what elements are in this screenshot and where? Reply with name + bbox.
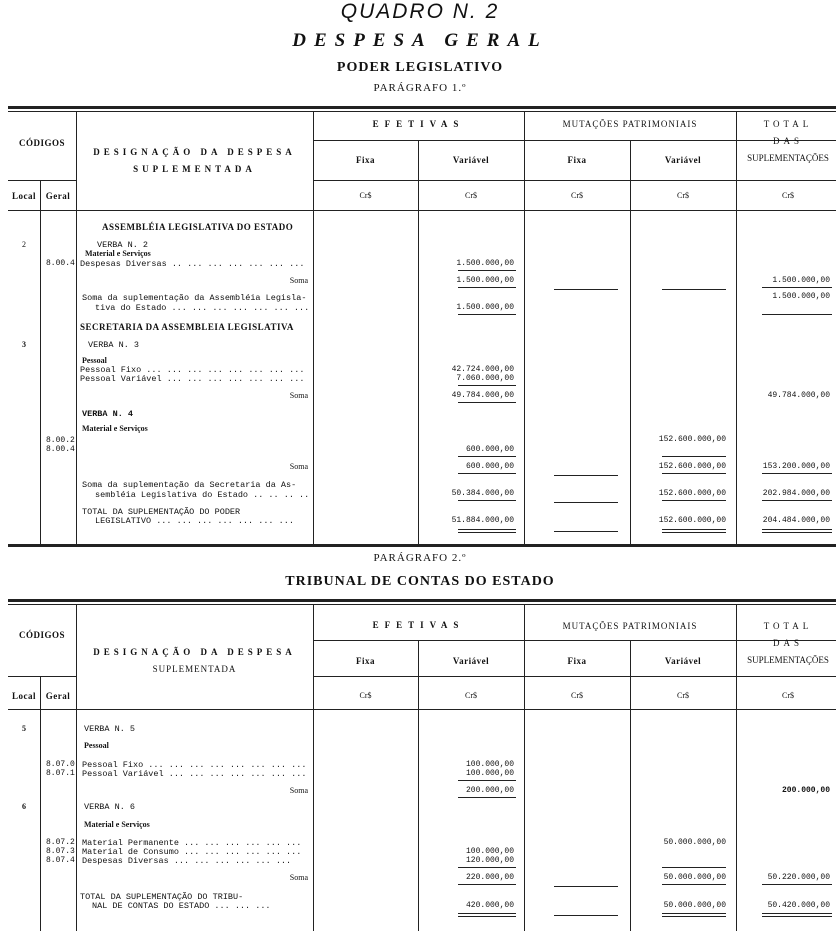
variavel-header: Variável: [452, 155, 490, 165]
efetivas-header: EFETIVAS: [372, 620, 465, 630]
value-mut-variavel: 50.000.000,00: [663, 873, 726, 882]
total-poder-desc: LEGISLATIVO ... ... ... ... ... ... ...: [95, 516, 294, 526]
secretaria-heading: SECRETARIA DA ASSEMBLEIA LEGISLATIVA: [80, 322, 294, 332]
cr-mut-variavel: Cr$: [677, 691, 689, 700]
soma-sec-desc: Soma da suplementação da Secretaria da As-: [82, 480, 297, 490]
value-mut-variavel: 152.600.000,00: [658, 516, 726, 525]
verba-label: VERBA N. 5: [84, 724, 136, 734]
total-tribunal-desc: NAL DE CONTAS DO ESTADO ... ... ...: [92, 901, 271, 911]
total-header-2: DAS: [772, 638, 803, 648]
variavel-header: Variável: [452, 656, 490, 666]
total-header-3: SUPLEMENTAÇÕES: [747, 655, 829, 665]
item-desc: Pessoal Fixo ... ... ... ... ... ... ... ...: [80, 365, 305, 375]
cr-variavel: Cr$: [465, 191, 477, 200]
cr-fixa: Cr$: [359, 691, 372, 700]
value-mut-variavel: 152.600.000,00: [658, 462, 726, 471]
soma-label: Soma: [289, 276, 308, 285]
value-mut-variavel: 152.600.000,00: [658, 435, 726, 444]
cr-total: Cr$: [782, 191, 794, 200]
mut-fixa-header: Fixa: [567, 155, 587, 165]
geral-code: 8.07.4: [46, 856, 75, 865]
total-header-3: SUPLEMENTAÇÕES: [747, 153, 829, 163]
subgroup-label: Material e Serviços: [82, 424, 148, 433]
value-variavel: 51.884.000,00: [451, 516, 514, 525]
item-desc: Material Permanente ... ... ... ... ... ...: [82, 838, 302, 848]
value-variavel: 1.500.000,00: [456, 259, 514, 268]
value-variavel: 1.500.000,00: [456, 303, 514, 312]
verba-label: VERBA N. 6: [84, 802, 136, 812]
value-variavel: 50.384.000,00: [451, 489, 514, 498]
value-total: 1.500.000,00: [772, 292, 830, 301]
value-variavel: 7.060.000,00: [456, 374, 514, 383]
soma-label: Soma: [289, 391, 308, 400]
geral-header: Geral: [45, 691, 71, 701]
value-variavel: 200.000,00: [465, 786, 514, 795]
poder-title: PODER LEGISLATIVO: [336, 60, 504, 75]
mut-fixa-header: Fixa: [567, 656, 587, 666]
despesa-title: DESPESA GERAL: [292, 30, 548, 51]
cr-mut-fixa: Cr$: [571, 191, 583, 200]
tribunal-title: TRIBUNAL DE CONTAS DO ESTADO: [285, 574, 555, 589]
geral-code: 8.07.0: [46, 760, 75, 769]
value-variavel: 220.000,00: [465, 873, 514, 882]
value-total: 153.200.000,00: [762, 462, 830, 471]
subgroup-label: Pessoal: [82, 356, 107, 365]
geral-header: Geral: [45, 191, 71, 201]
quadro-title: QUADRO N. 2: [340, 0, 500, 23]
mutacoes-header: MUTAÇÕES PATRIMONIAIS: [562, 119, 698, 129]
mutacoes-header: MUTAÇÕES PATRIMONIAIS: [562, 621, 698, 631]
local-code: 2: [22, 240, 26, 249]
mut-variavel-header: Variável: [664, 155, 702, 165]
local-header: Local: [12, 691, 36, 701]
codigos-header: CÓDIGOS: [18, 630, 65, 640]
designacao-header-2: SUPLEMENTADA: [152, 664, 237, 674]
geral-code: 8.00.2: [46, 436, 75, 445]
total-header-1: TOTAL: [763, 621, 813, 631]
geral-code: 8.07.3: [46, 847, 75, 856]
codigos-header: CÓDIGOS: [18, 138, 65, 148]
local-code: 6: [22, 802, 26, 811]
total-header-2: DAS: [772, 136, 803, 146]
value-mut-variavel: 50.000.000,00: [663, 838, 726, 847]
value-total: 50.220.000,00: [767, 873, 830, 882]
geral-code: 8.07.1: [46, 769, 75, 778]
total-tribunal-desc: TOTAL DA SUPLEMENTAÇÃO DO TRIBU-: [80, 892, 244, 902]
assembleia-heading: ASSEMBLÉIA LEGISLATIVA DO ESTADO: [102, 222, 294, 232]
subgroup-label: Pessoal: [84, 741, 109, 750]
value-mut-variavel: 152.600.000,00: [658, 489, 726, 498]
value-total: 50.420.000,00: [767, 901, 830, 910]
value-variavel: 100.000,00: [465, 769, 514, 778]
item-desc: Despesas Diversas .. ... ... ... ... ... ...: [80, 259, 305, 269]
soma-label: Soma: [289, 873, 308, 882]
cr-variavel: Cr$: [465, 691, 477, 700]
geral-code: 8.07.2: [46, 838, 75, 847]
designacao-header-1: DESIGNAÇÃO DA DESPESA: [93, 147, 296, 157]
item-desc: Pessoal Variável ... ... ... ... ... ... ...: [82, 769, 307, 779]
value-total: 204.484.000,00: [762, 516, 830, 525]
designacao-header-2: SUPLEMENTADA: [133, 164, 256, 174]
cr-total: Cr$: [782, 691, 794, 700]
value-variavel: 1.500.000,00: [456, 276, 514, 285]
total-header-1: TOTAL: [763, 119, 813, 129]
paragrafo-1: PARÁGRAFO 1.º: [373, 82, 467, 94]
value-variavel: 100.000,00: [465, 847, 514, 856]
local-code: 5: [22, 724, 26, 733]
value-mut-variavel: 50.000.000,00: [663, 901, 726, 910]
fixa-header: Fixa: [356, 155, 375, 165]
value-total: 1.500.000,00: [772, 276, 830, 285]
soma-sup-desc: Soma da suplementação da Assembléia Legisla-: [82, 293, 307, 303]
value-variavel: 420.000,00: [465, 901, 514, 910]
value-variavel: 42.724.000,00: [451, 365, 514, 374]
verba-label: VERBA N. 4: [82, 409, 134, 419]
item-desc: Pessoal Fixo ... ... ... ... ... ... ... ...: [82, 760, 307, 770]
verba-label: VERBA N. 2: [97, 240, 149, 250]
local-header: Local: [12, 191, 36, 201]
geral-code: 8.00.4: [46, 445, 75, 454]
item-desc: Material de Consumo ... ... ... ... ... ...: [82, 847, 302, 857]
soma-label: Soma: [289, 786, 308, 795]
value-total: 200.000,00: [781, 786, 830, 795]
value-variavel: 600.000,00: [465, 445, 514, 454]
designacao-header-1: DESIGNAÇÃO DA DESPESA: [93, 647, 296, 657]
cr-mut-fixa: Cr$: [571, 691, 583, 700]
geral-code: 8.00.4: [46, 259, 75, 268]
soma-sup-desc: tiva do Estado ... ... ... ... ... ... ...: [95, 303, 310, 313]
fixa-header: Fixa: [356, 656, 375, 666]
value-total: 202.984.000,00: [762, 489, 830, 498]
value-variavel: 49.784.000,00: [451, 391, 514, 400]
subgroup-label: Material e Serviços: [85, 249, 151, 258]
value-variavel: 120.000,00: [465, 856, 514, 865]
total-poder-desc: TOTAL DA SUPLEMENTAÇÃO DO PODER: [82, 507, 241, 517]
cr-mut-variavel: Cr$: [677, 191, 689, 200]
item-desc: Pessoal Variável ... ... ... ... ... ... ...: [80, 374, 305, 384]
local-code: 3: [22, 340, 26, 349]
subgroup-label: Material e Serviços: [84, 820, 150, 829]
efetivas-header: EFETIVAS: [372, 119, 465, 129]
item-desc: Despesas Diversas ... ... ... ... ... ...: [82, 856, 292, 866]
mut-variavel-header: Variável: [664, 656, 702, 666]
value-variavel: 100.000,00: [465, 760, 514, 769]
cr-fixa: Cr$: [359, 191, 372, 200]
paragrafo-2: PARÁGRAFO 2.º: [373, 552, 467, 564]
value-total: 49.784.000,00: [767, 391, 830, 400]
soma-sec-desc: sembléia Legislativa do Estado .. .. .. ..: [95, 490, 310, 500]
value-variavel: 600.000,00: [465, 462, 514, 471]
verba-label: VERBA N. 3: [88, 340, 140, 350]
soma-label: Soma: [289, 462, 308, 471]
